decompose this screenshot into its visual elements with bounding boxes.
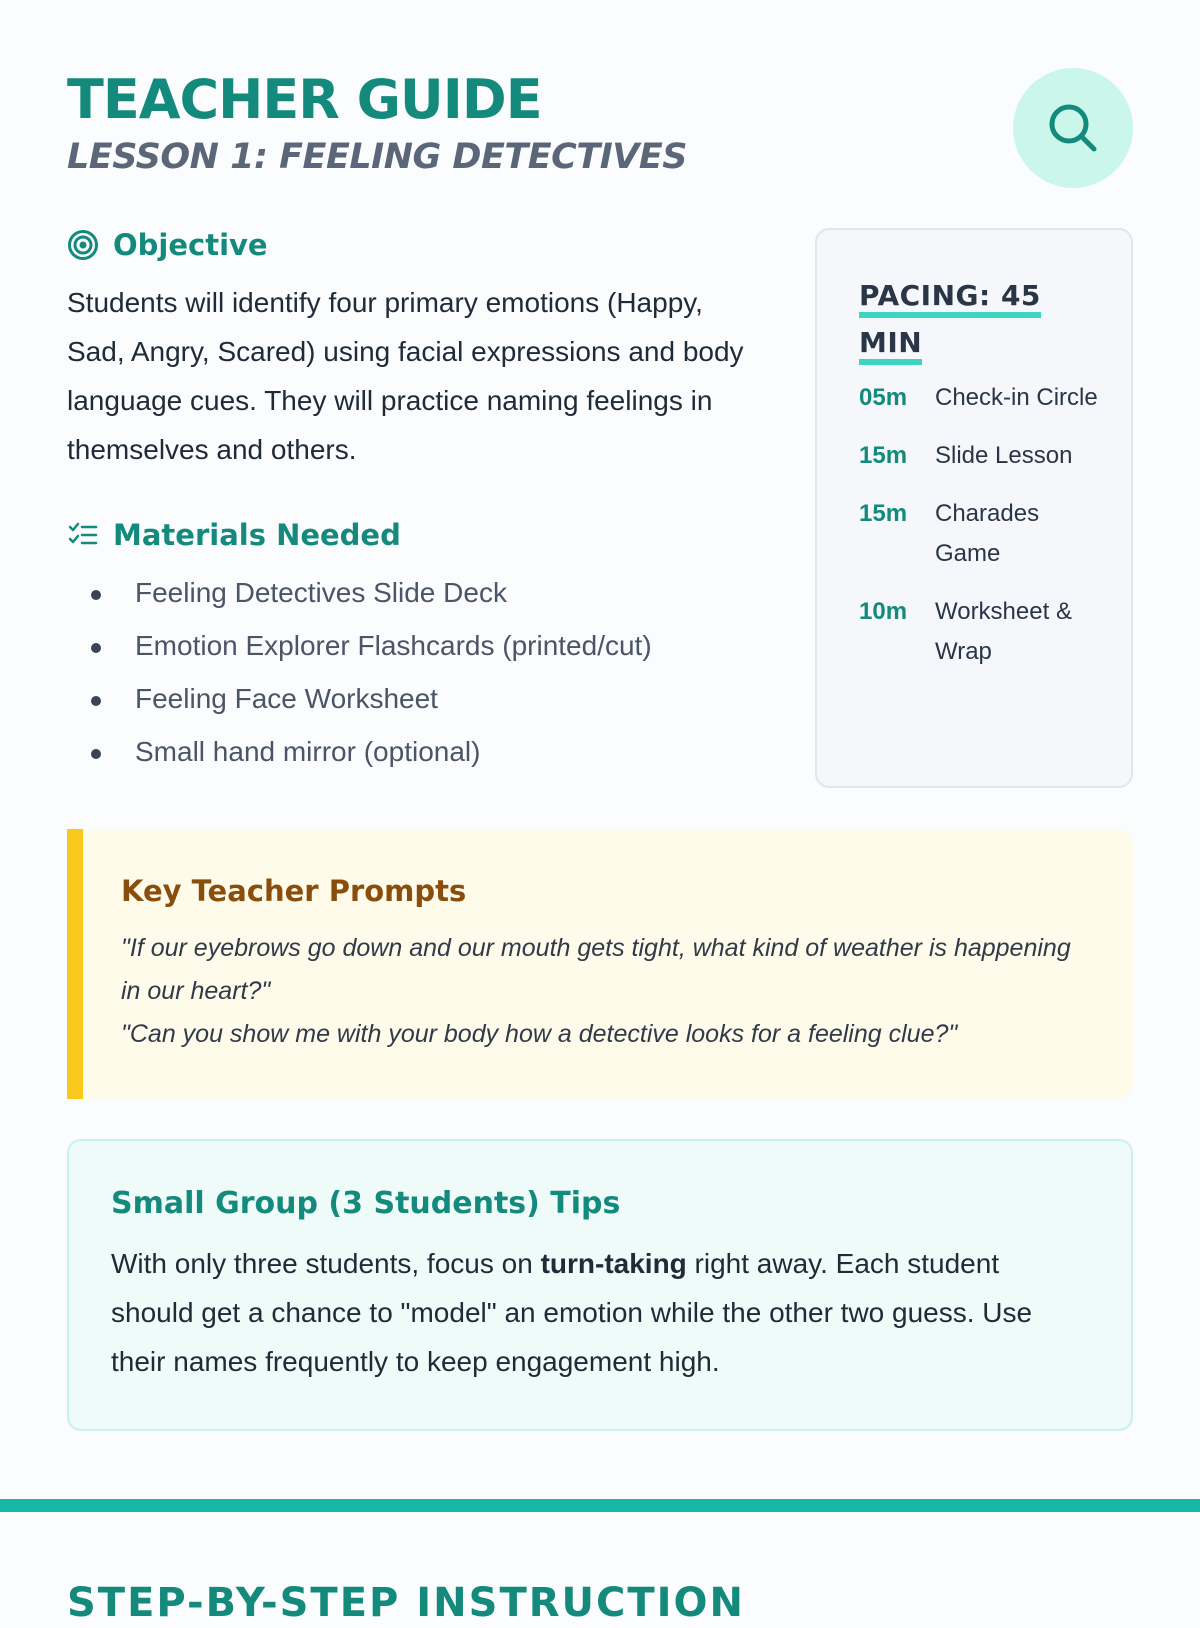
pacing-activity: Worksheet & Wrap	[935, 598, 1072, 665]
pacing-activity: Slide Lesson	[935, 442, 1073, 469]
prompts-heading: Key Teacher Prompts	[121, 874, 467, 908]
pacing-time: 10m	[859, 598, 908, 625]
prompt-quote: "If our eyebrows go down and our mouth gets tight, what kind of weather is happening in our heart?"	[121, 934, 1071, 1005]
section-divider	[0, 1499, 1200, 1512]
pacing-time: 15m	[859, 500, 908, 527]
search-button[interactable]	[1013, 68, 1133, 188]
objective-text: Students will identify four primary emotions (Happy, Sad, Angry, Scared) using facial expressions and body language cues. They will practice naming feelings in themselves and others.	[67, 287, 744, 465]
list-item: Emotion Explorer Flashcards (printed/cut)	[91, 619, 767, 672]
materials-heading	[67, 518, 767, 552]
small-group-tips-card	[67, 1139, 1133, 1431]
step-by-step-heading: STEP-BY-STEP INSTRUCTION	[67, 1580, 746, 1626]
list-item: Feeling Detectives Slide Deck	[91, 566, 767, 619]
teacher-prompts-callout	[67, 829, 1133, 1099]
pacing-card	[815, 228, 1133, 788]
tips-text-emphasis: turn-taking	[540, 1248, 687, 1279]
list-item: Small hand mirror (optional)	[91, 725, 767, 778]
pacing-time: 15m	[859, 442, 908, 469]
pacing-activity: Charades Game	[935, 500, 1040, 567]
pacing-title-line2: MIN	[859, 326, 922, 365]
pacing-row	[859, 378, 1101, 418]
tips-text	[111, 1239, 1089, 1386]
materials-list	[91, 566, 767, 778]
pacing-row	[859, 436, 1101, 476]
page-title: TEACHER GUIDE	[67, 68, 542, 131]
pacing-schedule	[859, 378, 1101, 672]
lesson-subtitle: LESSON 1: FEELING DETECTIVES	[67, 137, 687, 177]
lesson-details	[67, 228, 767, 778]
pacing-row	[859, 592, 1101, 672]
checklist-icon	[67, 519, 99, 551]
page-header	[67, 68, 1133, 198]
target-icon	[67, 229, 99, 261]
search-icon	[1043, 98, 1103, 158]
tips-text-end: right away. Each student should get a chance to "model" an emotion while the other two guess. Use their names frequently to keep engagement high.	[111, 1248, 1033, 1377]
objective-heading	[67, 228, 767, 262]
list-item: Feeling Face Worksheet	[91, 672, 767, 725]
pacing-activity: Check-in Circle	[935, 384, 1098, 411]
tips-heading: Small Group (3 Students) Tips	[111, 1186, 621, 1221]
pacing-row	[859, 494, 1101, 574]
prompt-quote: "Can you show me with your body how a detective looks for a feeling clue?"	[121, 1020, 958, 1048]
objective-heading-label: Objective	[113, 228, 268, 262]
pacing-title	[859, 272, 1101, 366]
materials-heading-label: Materials Needed	[113, 518, 401, 552]
pacing-time: 05m	[859, 384, 908, 411]
tips-text-start: With only three students, focus on	[111, 1248, 541, 1279]
pacing-title-line1: PACING: 45	[859, 279, 1041, 318]
